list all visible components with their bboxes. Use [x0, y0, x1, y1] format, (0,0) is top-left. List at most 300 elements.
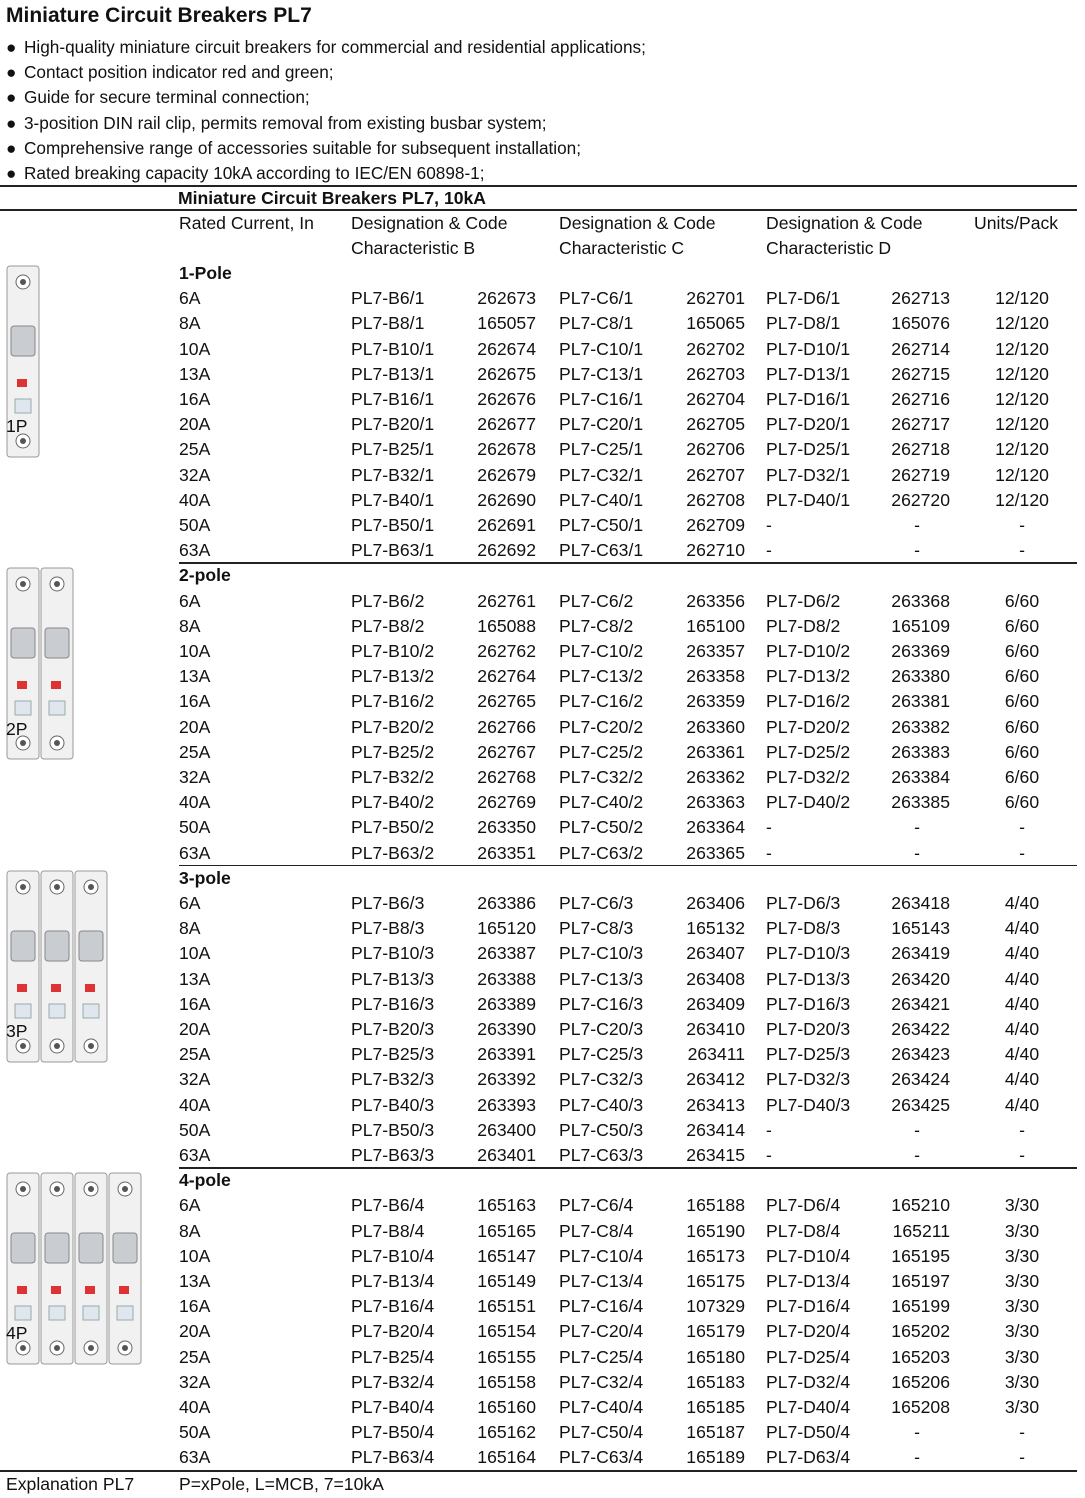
- table-cell: 6A: [179, 893, 201, 913]
- table-cell: 165188: [686, 1195, 745, 1216]
- table-cell: -: [766, 515, 772, 535]
- table-cell: PL7-C25/4: [559, 1346, 644, 1367]
- table-cell: 165199: [891, 1296, 950, 1317]
- table-cell: 4/40: [1004, 1019, 1040, 1039]
- table-cell: 263409: [686, 993, 745, 1014]
- table-cell: PL7-D20/2: [766, 716, 851, 737]
- table-bottom-rule: [0, 1470, 1077, 1472]
- table-cell: 263391: [477, 1044, 536, 1065]
- group-divider: [179, 1167, 1077, 1169]
- table-cell: PL7-C50/1: [559, 515, 644, 535]
- table-cell: 263418: [891, 893, 950, 913]
- table-cell: PL7-B20/1: [351, 414, 435, 435]
- table-cell: 263408: [686, 968, 745, 989]
- table-cell: 8A: [179, 615, 201, 636]
- table-cell: -: [914, 817, 920, 838]
- table-cell: 165173: [686, 1245, 745, 1266]
- table-cell: PL7-B8/2: [351, 615, 425, 636]
- table-cell: 263387: [477, 943, 536, 964]
- table-cell: 165143: [891, 918, 950, 939]
- table-cell: PL7-C32/3: [559, 1069, 644, 1090]
- table-cell: 12/120: [995, 338, 1049, 359]
- header-designation-b: Designation & Code: [351, 213, 508, 233]
- table-cell: 263368: [891, 590, 950, 611]
- table-cell: PL7-C40/2: [559, 792, 644, 813]
- table-cell: 263410: [686, 1019, 745, 1039]
- table-cell: PL7-C25/1: [559, 439, 644, 460]
- table-cell: 165109: [891, 615, 950, 636]
- table-cell: 262719: [891, 464, 950, 485]
- table-cell: PL7-B6/2: [351, 590, 425, 611]
- table-cell: -: [914, 1145, 920, 1165]
- table-cell: PL7-B63/4: [351, 1447, 435, 1468]
- table-cell: 10A: [179, 943, 211, 964]
- table-cell: PL7-B40/4: [351, 1397, 435, 1417]
- table-cell: PL7-B8/3: [351, 918, 425, 939]
- pole-label: 4P: [6, 1323, 28, 1344]
- table-cell: PL7-B10/4: [351, 1245, 435, 1266]
- table-cell: -: [1019, 540, 1025, 561]
- table-cell: PL7-C63/4: [559, 1447, 644, 1468]
- table-cell: PL7-B16/2: [351, 691, 435, 712]
- table-cell: PL7-B6/4: [351, 1195, 425, 1216]
- table-cell: 263384: [891, 767, 950, 787]
- table-cell: PL7-C40/3: [559, 1094, 644, 1115]
- table-cell: 25A: [179, 439, 211, 460]
- table-cell: 40A: [179, 792, 211, 813]
- table-cell: 263392: [477, 1069, 536, 1090]
- table-cell: 50A: [179, 1119, 211, 1140]
- explanation-text: P=xPole, L=MCB, 7=10kA: [179, 1474, 384, 1494]
- table-cell: 263393: [477, 1094, 536, 1115]
- table-cell: 263357: [686, 641, 745, 661]
- table-cell: 165203: [891, 1346, 950, 1367]
- table-cell: 20A: [179, 716, 211, 737]
- bullet-icon: ●: [6, 162, 17, 183]
- table-cell: 165189: [686, 1447, 745, 1468]
- table-cell: 10A: [179, 338, 211, 359]
- table-cell: PL7-B25/4: [351, 1346, 435, 1367]
- table-cell: 165190: [686, 1220, 745, 1241]
- table-cell: 12/120: [995, 363, 1049, 384]
- feature-item: [6, 161, 646, 186]
- table-cell: PL7-B6/1: [351, 288, 425, 309]
- feature-text: High-quality miniature circuit breakers for commercial and residential applications;: [24, 37, 646, 57]
- table-cell: PL7-D20/3: [766, 1019, 851, 1039]
- table-cell: -: [1019, 817, 1025, 838]
- table-cell: 262709: [686, 515, 745, 535]
- table-cell: PL7-B40/1: [351, 489, 435, 510]
- table-cell: -: [1019, 1422, 1025, 1443]
- table-cell: PL7-B10/2: [351, 641, 435, 661]
- table-cell: PL7-C16/4: [559, 1296, 644, 1317]
- table-cell: PL7-D13/1: [766, 363, 851, 384]
- table-cell: -: [766, 1145, 772, 1165]
- table-cell: 165185: [686, 1397, 745, 1417]
- table-cell: 262678: [477, 439, 536, 460]
- table-cell: 263362: [686, 767, 745, 787]
- table-cell: 165202: [891, 1321, 950, 1342]
- table-cell: 263360: [686, 716, 745, 737]
- table-cell: PL7-D6/3: [766, 893, 841, 913]
- header-characteristic-d: Characteristic D: [766, 238, 892, 258]
- table-cell: 10A: [179, 1245, 211, 1266]
- table-cell: PL7-C13/2: [559, 666, 644, 687]
- table-cell: -: [914, 540, 920, 561]
- table-cell: PL7-C20/1: [559, 414, 644, 435]
- table-cell: PL7-D25/3: [766, 1044, 851, 1065]
- bullet-icon: ●: [6, 87, 17, 108]
- table-cell: -: [1019, 1447, 1025, 1468]
- table-cell: 262768: [477, 767, 536, 787]
- table-cell: 165100: [686, 615, 745, 636]
- table-cell: PL7-B20/4: [351, 1321, 435, 1342]
- header-characteristic-c: Characteristic C: [559, 238, 685, 258]
- table-cell: PL7-C10/4: [559, 1245, 644, 1266]
- table-cell: PL7-C32/1: [559, 464, 644, 485]
- table-cell: 165147: [477, 1245, 536, 1266]
- table-cell: 263356: [686, 590, 745, 611]
- table-cell: PL7-C6/2: [559, 590, 634, 611]
- table-cell: 12/120: [995, 288, 1049, 309]
- table-cell: 262673: [477, 288, 536, 309]
- header-characteristic-b: Characteristic B: [351, 238, 476, 258]
- table-cell: 263385: [891, 792, 950, 813]
- table-cell: PL7-B50/4: [351, 1422, 435, 1443]
- table-cell: 8A: [179, 313, 201, 334]
- table-cell: 6/60: [1004, 590, 1040, 611]
- table-cell: 263388: [477, 968, 536, 989]
- table-cell: -: [914, 1422, 920, 1443]
- table-cell: PL7-C16/3: [559, 993, 644, 1014]
- table-cell: 263363: [686, 792, 745, 813]
- table-cell: PL7-C8/4: [559, 1220, 634, 1241]
- table-cell: 63A: [179, 540, 211, 561]
- table-cell: PL7-C6/4: [559, 1195, 634, 1216]
- table-cell: 263361: [686, 741, 745, 762]
- table-cell: 262691: [477, 515, 536, 535]
- table-cell: PL7-D10/1: [766, 338, 851, 359]
- table-cell: PL7-B16/3: [351, 993, 435, 1014]
- table-cell: 262715: [891, 363, 950, 384]
- table-cell: PL7-B63/2: [351, 842, 435, 863]
- table-cell: PL7-B63/1: [351, 540, 435, 561]
- table-cell: 32A: [179, 1371, 211, 1392]
- table-cell: 165132: [686, 918, 745, 939]
- table-cell: 262713: [891, 288, 950, 309]
- table-cell: PL7-B10/1: [351, 338, 435, 359]
- table-cell: 165088: [477, 615, 536, 636]
- table-cell: 262718: [891, 439, 950, 460]
- table-cell: PL7-C6/1: [559, 288, 634, 309]
- table-cell: 4/40: [1004, 1094, 1040, 1115]
- table-cell: 3/30: [1004, 1296, 1040, 1317]
- table-cell: 4/40: [1004, 943, 1040, 964]
- table-cell: 3/30: [1004, 1371, 1040, 1392]
- group-heading: 3-pole: [179, 867, 231, 888]
- table-cell: PL7-D40/1: [766, 489, 851, 510]
- table-cell: 262766: [477, 716, 536, 737]
- table-cell: 263415: [686, 1145, 745, 1165]
- table-cell: -: [914, 1119, 920, 1140]
- table-cell: PL7-C25/3: [559, 1044, 644, 1065]
- table-cell: 50A: [179, 1422, 211, 1443]
- table-cell: -: [766, 540, 772, 561]
- table-cell: PL7-C13/1: [559, 363, 644, 384]
- table-cell: 263419: [891, 943, 950, 964]
- group-divider: [179, 865, 1077, 867]
- table-cell: PL7-D40/3: [766, 1094, 851, 1115]
- feature-item: [6, 136, 646, 161]
- table-cell: PL7-B50/2: [351, 817, 435, 838]
- table-cell: PL7-B32/2: [351, 767, 435, 787]
- table-cell: 165183: [686, 1371, 745, 1392]
- table-cell: 263401: [477, 1145, 536, 1165]
- table-cell: PL7-B13/1: [351, 363, 435, 384]
- table-cell: 6/60: [1004, 615, 1040, 636]
- table-cell: PL7-C63/3: [559, 1145, 644, 1165]
- table-cell: PL7-B32/4: [351, 1371, 435, 1392]
- table-cell: 262690: [477, 489, 536, 510]
- table-cell: -: [914, 1447, 920, 1468]
- table-cell: PL7-B50/1: [351, 515, 435, 535]
- table-cell: PL7-C50/3: [559, 1119, 644, 1140]
- table-cell: PL7-D25/2: [766, 741, 851, 762]
- table-cell: PL7-B16/1: [351, 389, 435, 409]
- table-cell: 6/60: [1004, 716, 1040, 737]
- table-cell: PL7-C10/1: [559, 338, 644, 359]
- table-cell: 262707: [686, 464, 745, 485]
- table-cell: 3/30: [1004, 1346, 1040, 1367]
- pole-label: 1P: [6, 416, 28, 437]
- table-cell: 6A: [179, 590, 201, 611]
- table-cell: 3/30: [1004, 1245, 1040, 1266]
- table-cell: 262674: [477, 338, 536, 359]
- feature-item: [6, 85, 646, 110]
- table-cell: -: [1019, 1119, 1025, 1140]
- table-cell: 165158: [477, 1371, 536, 1392]
- bullet-icon: ●: [6, 37, 17, 57]
- group-heading: 1-Pole: [179, 263, 232, 283]
- table-cell: 50A: [179, 817, 211, 838]
- table-cell: PL7-D40/4: [766, 1397, 851, 1417]
- table-cell: 12/120: [995, 464, 1049, 485]
- table-cell: 16A: [179, 691, 211, 712]
- table-cell: PL7-C10/3: [559, 943, 644, 964]
- table-cell: -: [914, 515, 920, 535]
- table-cell: 4/40: [1004, 993, 1040, 1014]
- group-heading: 2-pole: [179, 565, 231, 586]
- table-cell: PL7-D32/2: [766, 767, 851, 787]
- table-cell: 40A: [179, 489, 211, 510]
- feature-list: [6, 35, 646, 186]
- table-cell: 50A: [179, 515, 211, 535]
- table-cell: 263351: [477, 842, 536, 863]
- table-cell: -: [766, 1119, 772, 1140]
- table-cell: 262762: [477, 641, 536, 661]
- table-cell: 165120: [477, 918, 536, 939]
- table-cell: 263365: [686, 842, 745, 863]
- table-cell: 165155: [477, 1346, 536, 1367]
- table-cell: 262764: [477, 666, 536, 687]
- table-cell: 165160: [477, 1397, 536, 1417]
- table-cell: 165206: [891, 1371, 950, 1392]
- pole-label: 3P: [6, 1021, 28, 1041]
- table-cell: PL7-D63/4: [766, 1447, 851, 1468]
- pole-label: 2P: [6, 718, 28, 739]
- table-cell: 165162: [477, 1422, 536, 1443]
- table-cell: PL7-B40/3: [351, 1094, 435, 1115]
- table-cell: 165195: [891, 1245, 950, 1266]
- table-cell: PL7-C10/2: [559, 641, 644, 661]
- bullet-icon: ●: [6, 137, 17, 158]
- table-cell: 263386: [477, 893, 536, 913]
- table-cell: PL7-B20/2: [351, 716, 435, 737]
- table-cell: 165197: [891, 1271, 950, 1291]
- table-cell: PL7-C16/2: [559, 691, 644, 712]
- table-cell: PL7-B32/3: [351, 1069, 435, 1090]
- table-cell: 165208: [891, 1397, 950, 1417]
- table-cell: PL7-B40/2: [351, 792, 435, 813]
- table-cell: 6/60: [1004, 691, 1040, 712]
- table-cell: 4/40: [1004, 968, 1040, 989]
- table-cell: 262710: [686, 540, 745, 561]
- table-cell: 6A: [179, 288, 201, 309]
- table-cell: 13A: [179, 1271, 211, 1291]
- table-cell: 4/40: [1004, 1069, 1040, 1090]
- table-cell: PL7-D8/3: [766, 918, 841, 939]
- table-cell: PL7-C63/2: [559, 842, 644, 863]
- table-cell: 4/40: [1004, 918, 1040, 939]
- table-cell: 262704: [686, 389, 745, 409]
- table-cell: 165076: [891, 313, 950, 334]
- table-cell: 262701: [686, 288, 745, 309]
- table-cell: 165065: [686, 313, 745, 334]
- table-cell: -: [766, 842, 772, 863]
- table-cell: 165165: [477, 1220, 536, 1241]
- table-cell: 262716: [891, 389, 950, 409]
- table-cell: PL7-C63/1: [559, 540, 644, 561]
- table-cell: 262767: [477, 741, 536, 762]
- table-cell: 262714: [891, 338, 950, 359]
- feature-text: Rated breaking capacity 10kA according to IEC/EN 60898-1;: [24, 162, 485, 183]
- table-cell: 263422: [891, 1019, 950, 1039]
- table-cell: -: [1019, 515, 1025, 535]
- table-cell: 16A: [179, 389, 211, 409]
- table-cell: PL7-B20/3: [351, 1019, 435, 1039]
- table-cell: PL7-B8/1: [351, 313, 425, 334]
- group-heading: 4-pole: [179, 1170, 231, 1191]
- table-cell: 165179: [686, 1321, 745, 1342]
- table-cell: 3/30: [1004, 1397, 1040, 1417]
- table-cell: 63A: [179, 842, 211, 863]
- table-cell: 263359: [686, 691, 745, 712]
- table-cell: PL7-B8/4: [351, 1220, 425, 1241]
- table-cell: 263364: [686, 817, 745, 838]
- bullet-icon: ●: [6, 112, 17, 133]
- feature-text: Contact position indicator red and green;: [24, 62, 334, 83]
- table-cell: 165163: [477, 1195, 536, 1216]
- table-cell: 262692: [477, 540, 536, 561]
- table-cell: 165154: [477, 1321, 536, 1342]
- table-cell: 12/120: [995, 389, 1049, 409]
- table-cell: 165057: [477, 313, 536, 334]
- table-cell: 25A: [179, 1044, 211, 1065]
- table-cell: 12/120: [995, 439, 1049, 460]
- table-cell: 13A: [179, 666, 211, 687]
- table-cell: PL7-B6/3: [351, 893, 425, 913]
- table-cell: PL7-D50/4: [766, 1422, 851, 1443]
- table-cell: 262706: [686, 439, 745, 460]
- table-cell: 263369: [891, 641, 950, 661]
- table-cell: 262769: [477, 792, 536, 813]
- table-cell: 263420: [891, 968, 950, 989]
- table-cell: PL7-D32/3: [766, 1069, 851, 1090]
- table-cell: PL7-D13/3: [766, 968, 851, 989]
- table-cell: 262703: [686, 363, 745, 384]
- table-cell: PL7-D32/1: [766, 464, 851, 485]
- table-cell: 6/60: [1004, 641, 1040, 661]
- table-cell: 262677: [477, 414, 536, 435]
- table-cell: PL7-C8/2: [559, 615, 634, 636]
- table-cell: 25A: [179, 741, 211, 762]
- table-cell: 3/30: [1004, 1195, 1040, 1216]
- table-cell: 263358: [686, 666, 745, 687]
- table-cell: 12/120: [995, 313, 1049, 334]
- table-cell: 3/30: [1004, 1220, 1040, 1241]
- table-cell: PL7-C20/4: [559, 1321, 644, 1342]
- table-cell: PL7-C40/4: [559, 1397, 644, 1417]
- table-cell: 263381: [891, 691, 950, 712]
- table-cell: 165187: [686, 1422, 745, 1443]
- table-cell: 40A: [179, 1397, 211, 1417]
- table-cell: 13A: [179, 363, 211, 384]
- table-cell: PL7-D10/4: [766, 1245, 851, 1266]
- table-top-rule: [0, 185, 1077, 187]
- table-cell: PL7-D40/2: [766, 792, 851, 813]
- table-cell: PL7-D6/1: [766, 288, 841, 309]
- table-cell: 20A: [179, 414, 211, 435]
- table-cell: PL7-C20/2: [559, 716, 644, 737]
- table-cell: PL7-D6/4: [766, 1195, 841, 1216]
- table-cell: PL7-C16/1: [559, 389, 644, 409]
- table-cell: 263407: [686, 943, 745, 964]
- table-cell: 263380: [891, 666, 950, 687]
- table-cell: 165164: [477, 1447, 536, 1468]
- table-cell: 263425: [891, 1094, 950, 1115]
- table-cell: 8A: [179, 918, 201, 939]
- table-cell: 10A: [179, 641, 211, 661]
- group-divider: [179, 562, 1077, 564]
- table-cell: 263412: [686, 1069, 745, 1090]
- table-cell: PL7-D8/4: [766, 1220, 841, 1241]
- table-cell: 263421: [891, 993, 950, 1014]
- table-cell: PL7-D16/3: [766, 993, 851, 1014]
- table-cell: 262675: [477, 363, 536, 384]
- table-cell: 40A: [179, 1094, 211, 1115]
- table-cell: 16A: [179, 993, 211, 1014]
- table-cell: 165151: [477, 1296, 536, 1317]
- table-cell: PL7-D8/1: [766, 313, 841, 334]
- bullet-icon: ●: [6, 62, 17, 83]
- table-cell: PL7-D13/4: [766, 1271, 851, 1291]
- table-cell: 262717: [891, 414, 950, 435]
- table-cell: 6/60: [1004, 741, 1040, 762]
- table-cell: 165180: [686, 1346, 745, 1367]
- table-cell: PL7-B63/3: [351, 1145, 435, 1165]
- table-cell: 4/40: [1004, 1044, 1040, 1065]
- table-cell: 16A: [179, 1296, 211, 1317]
